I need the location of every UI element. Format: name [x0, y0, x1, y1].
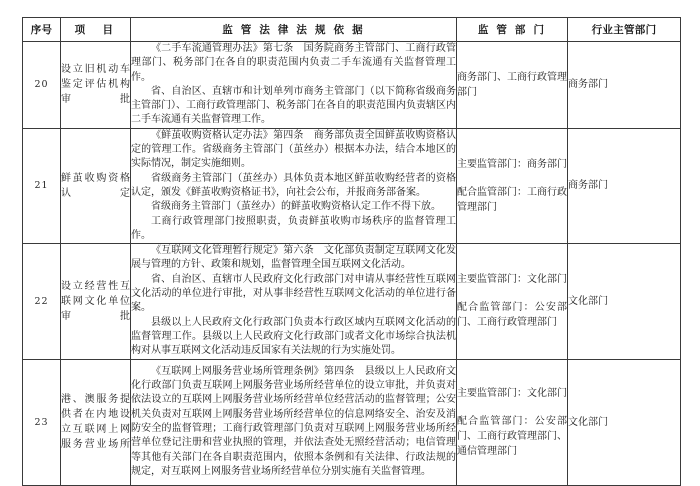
legal-basis-paragraph: 省、自治区、直辖市人民政府文化行政部门对申请从事经营性互联网文化活动的单位进行审批，对从事非经营性互联网文化活动的单位进行备案。 — [131, 273, 456, 314]
column-header-item: 项 目 — [61, 18, 131, 42]
cell-legal-basis — [131, 244, 457, 359]
cell-sequence: 22 — [23, 244, 61, 359]
legal-basis-paragraph: 工商行政管理部门按照职责，负责鲜茧收购市场秩序的监督管理工作。 — [131, 215, 456, 241]
column-header-legal-basis: 监 管 法 律 法 规 依 据 — [131, 18, 457, 42]
supervising-department-line: 主要监管部门：文化部门 — [457, 387, 567, 399]
supervising-department-line: 主要监管部门：文化部门 — [457, 274, 567, 286]
column-header-industry-authority: 行业主管部门 — [568, 18, 681, 42]
legal-basis-paragraph: 省级商务主管部门（茧丝办）具体负责本地区鲜茧收购经营者的资格认定，颁发《鲜茧收购资格证书》，向社会公布，并报商务部备案。 — [131, 172, 456, 198]
cell-sequence: 21 — [23, 128, 61, 243]
table-row — [23, 359, 681, 485]
spacer — [457, 401, 567, 414]
spacer — [457, 172, 567, 185]
regulatory-supervision-table — [22, 17, 681, 486]
cell-legal-basis — [131, 359, 457, 485]
legal-basis-paragraph: 《互联网上网服务营业场所管理条例》第四条 县级以上人民政府文化行政部门负责互联网上网服务营业场所经营单位的设立审批，并负责对依法设立的互联网上网服务营业场所经营单位经营活动的监督管理；公安机关负责对互联网上网服务营业场所经营单位的信息网络安全、治安及消防安全的监督管理；工商行政管理部门负责对互联网上网服务营业场所经营单位登记注册和营业执照的管理，并依法查处无照经营活动；电信管理等其他有关部门在各自职责范围内，依照本条例和有关法律、行政法规的规定，对互联网上网服务营业场所经营单位分别实施有关监督管理。 — [131, 365, 456, 477]
spacer — [457, 287, 567, 300]
table-row — [23, 244, 681, 359]
legal-basis-paragraph: 省、自治区、直辖市和计划单列市商务主管部门（以下简称省级商务主管部门）、工商行政管理部门、税务部门在各自的职责范围内负责辖区内二手车流通有关监督管理工作。 — [131, 85, 456, 126]
supervising-department-line: 商务部门、工商行政管理部门 — [457, 71, 567, 98]
legal-basis-paragraph: 《二手车流通管理办法》第七条 国务院商务主管部门、工商行政管理部门、税务部门在各自的职责范围内负责二手车流通有关监督管理工作。 — [131, 43, 456, 83]
cell-item: 设立旧机动车鉴定评估机构审批 — [61, 42, 131, 129]
supervising-department-line: 主要监管部门：商务部门 — [457, 158, 567, 170]
cell-item: 港、澳服务提供者在内地设立互联网上网服务营业场所 — [61, 359, 131, 485]
legal-basis-paragraph: 县级以上人民政府文化行政部门负责本行政区域内互联网文化活动的监督管理工作。县级以上人民政府文化行政部门或者文化市场综合执法机构对从事互联网文化活动违反国家有关法规的行为实施处罚。 — [131, 316, 456, 357]
cell-item: 鲜茧收购资格认定 — [61, 128, 131, 243]
column-header-sequence: 序号 — [23, 18, 61, 42]
supervising-department-line: 配合监管部门：工商行政管理部门 — [457, 186, 567, 213]
cell-industry-authority: 商务部门 — [568, 128, 681, 243]
legal-basis-paragraph: 《鲜茧收购资格认定办法》第四条 商务部负责全国鲜茧收购资格认定的管理工作。省级商务主管部门（茧丝办）根据本办法，结合本地区的实际情况，制定实施细则。 — [131, 129, 456, 170]
supervising-department-line: 配合监管部门：公安部门、工商行政管理部门 — [457, 302, 567, 329]
cell-industry-authority: 文化部门 — [568, 244, 681, 359]
cell-supervising-department — [457, 359, 568, 485]
cell-sequence: 20 — [23, 42, 61, 129]
table-header-row — [23, 18, 681, 42]
cell-sequence: 23 — [23, 359, 61, 485]
cell-industry-authority: 文化部门 — [568, 359, 681, 485]
legal-basis-paragraph: 省级商务主管部门（茧丝办）的鲜茧收购资格认定工作不得下放。 — [151, 201, 441, 213]
cell-supervising-department — [457, 244, 568, 359]
table-header — [23, 18, 681, 42]
cell-supervising-department — [457, 42, 568, 129]
table-body — [23, 42, 681, 486]
legal-basis-paragraph: 《互联网文化管理暂行规定》第六条 文化部负责制定互联网文化发展与管理的方针、政策和规划，监督管理全国互联网文化活动。 — [131, 245, 456, 271]
table-row — [23, 128, 681, 243]
cell-legal-basis — [131, 128, 457, 243]
column-header-supervising-department: 监 管 部 门 — [457, 18, 568, 42]
cell-legal-basis — [131, 42, 457, 129]
cell-item: 设立经营性互联网文化单位审批 — [61, 244, 131, 359]
supervising-department-line: 配合监管部门：公安部门、工商行政管理部门、通信管理部门 — [457, 415, 567, 457]
cell-supervising-department — [457, 128, 568, 243]
cell-industry-authority: 商务部门 — [568, 42, 681, 129]
table-row — [23, 42, 681, 129]
